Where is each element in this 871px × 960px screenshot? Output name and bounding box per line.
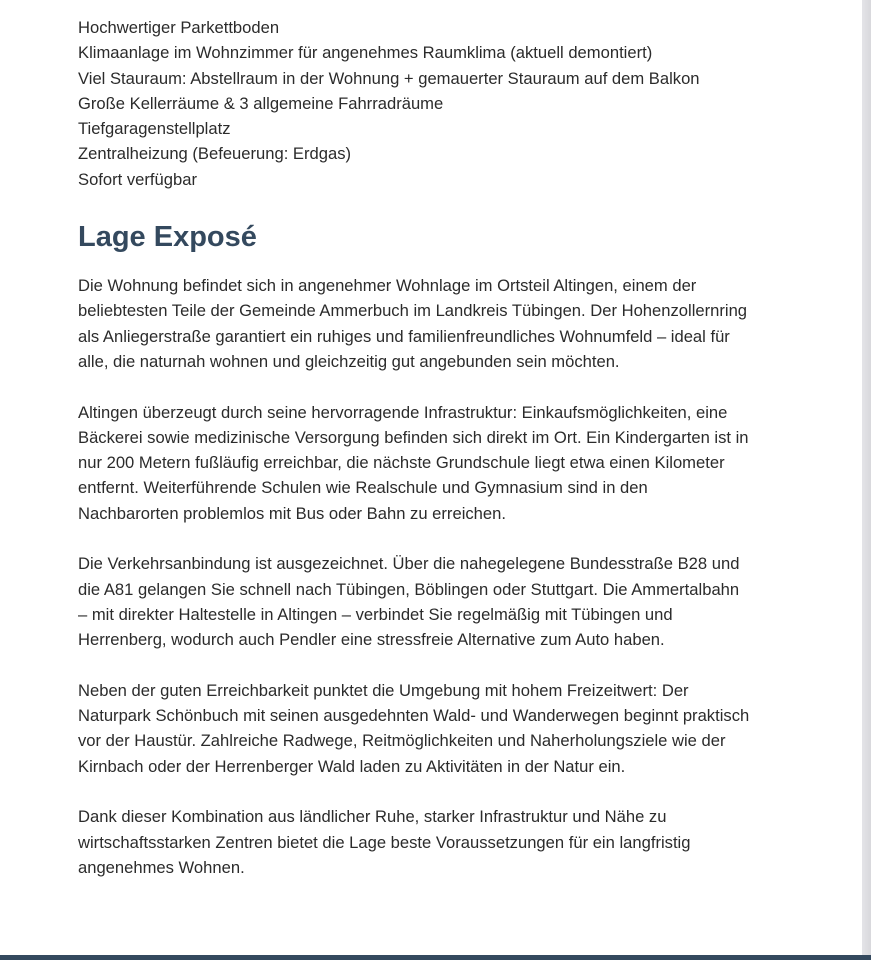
paragraph-line: Neben der guten Erreichbarkeit punktet die Umgebung mit hohem Freizeitwert: Der (78, 680, 689, 700)
feature-item: Große Kellerräume & 3 allgemeine Fahrradräume (78, 93, 444, 113)
feature-item: Sofort verfügbar (78, 169, 197, 189)
paragraph-line: Die Wohnung befindet sich in angenehmer Wohnlage im Ortsteil Altingen, einem der (78, 276, 697, 296)
paragraph-line: alle, die naturnah wohnen und gleichzeitig gut angebunden sein möchten. (78, 351, 620, 371)
paragraph-line: als Anliegerstraße garantiert ein ruhiges und familienfreundliches Wohnumfeld – ideal für (78, 326, 730, 346)
paragraph-line: beliebtesten Teile der Gemeinde Ammerbuch im Landkreis Tübingen. Der Hohenzollernring (78, 301, 748, 321)
paragraph-line: wirtschaftsstarken Zentren bietet die Lage beste Voraussetzungen für ein langfristig (78, 832, 691, 852)
paragraph (78, 400, 838, 526)
paragraph-line: Die Verkehrsanbindung ist ausgezeichnet. Über die nahegelegene Bundesstraße B28 und (78, 554, 740, 574)
paragraph-line: Altingen überzeugt durch seine hervorragende Infrastruktur: Einkaufsmöglichkeiten, eine (78, 402, 728, 422)
paragraph-line: Nachbarorten problemlos mit Bus oder Bahn zu erreichen. (78, 503, 506, 523)
page-edge-shadow (862, 0, 871, 955)
feature-item: Tiefgaragenstellplatz (78, 119, 231, 139)
paragraph-line: Kirnbach oder der Herrenberger Wald laden zu Aktivitäten in der Natur ein. (78, 756, 626, 776)
paragraph-line: – mit direkter Haltestelle in Altingen – verbindet Sie regelmäßig mit Tübingen und (78, 604, 673, 624)
paragraph-line: Herrenberg, wodurch auch Pendler eine stressfreie Alternative zum Auto haben. (78, 630, 665, 650)
paragraph-line: die A81 gelangen Sie schnell nach Tübingen, Böblingen oder Stuttgart. Die Ammertalbahn (78, 579, 740, 599)
paragraph (78, 678, 838, 779)
paragraph-line: nur 200 Metern fußläufig erreichbar, die nächste Grundschule liegt etwa einen Kilometer (78, 453, 725, 473)
section-body (78, 273, 838, 880)
paragraph (78, 273, 838, 374)
feature-list (78, 15, 838, 192)
feature-item: Klimaanlage im Wohnzimmer für angenehmes Raumklima (aktuell demontiert) (78, 43, 653, 63)
paragraph-line: Dank dieser Kombination aus ländlicher Ruhe, starker Infrastruktur und Nähe zu (78, 807, 667, 827)
section-title: Lage Exposé (78, 221, 257, 254)
paragraph-line: entfernt. Weiterführende Schulen wie Realschule und Gymnasium sind in den (78, 478, 648, 498)
paragraph-line: vor der Haustür. Zahlreiche Radwege, Reitmöglichkeiten und Naherholungsziele wie der (78, 731, 726, 751)
paragraph-line: angenehmes Wohnen. (78, 857, 245, 877)
feature-item: Hochwertiger Parkettboden (78, 18, 280, 37)
paragraph-line: Naturpark Schönbuch mit seinen ausgedehnten Wald- und Wanderwegen beginnt praktisch (78, 706, 750, 726)
bottom-bar (0, 955, 871, 960)
paragraph (78, 804, 838, 880)
paragraph (78, 551, 838, 652)
feature-item: Zentralheizung (Befeuerung: Erdgas) (78, 144, 352, 164)
document-content (78, 15, 838, 906)
feature-item: Viel Stauraum: Abstellraum in der Wohnung + gemauerter Stauraum auf dem Balkon (78, 68, 700, 88)
paragraph-line: Bäckerei sowie medizinische Versorgung befinden sich direkt im Ort. Ein Kindergarten ist in (78, 427, 749, 447)
